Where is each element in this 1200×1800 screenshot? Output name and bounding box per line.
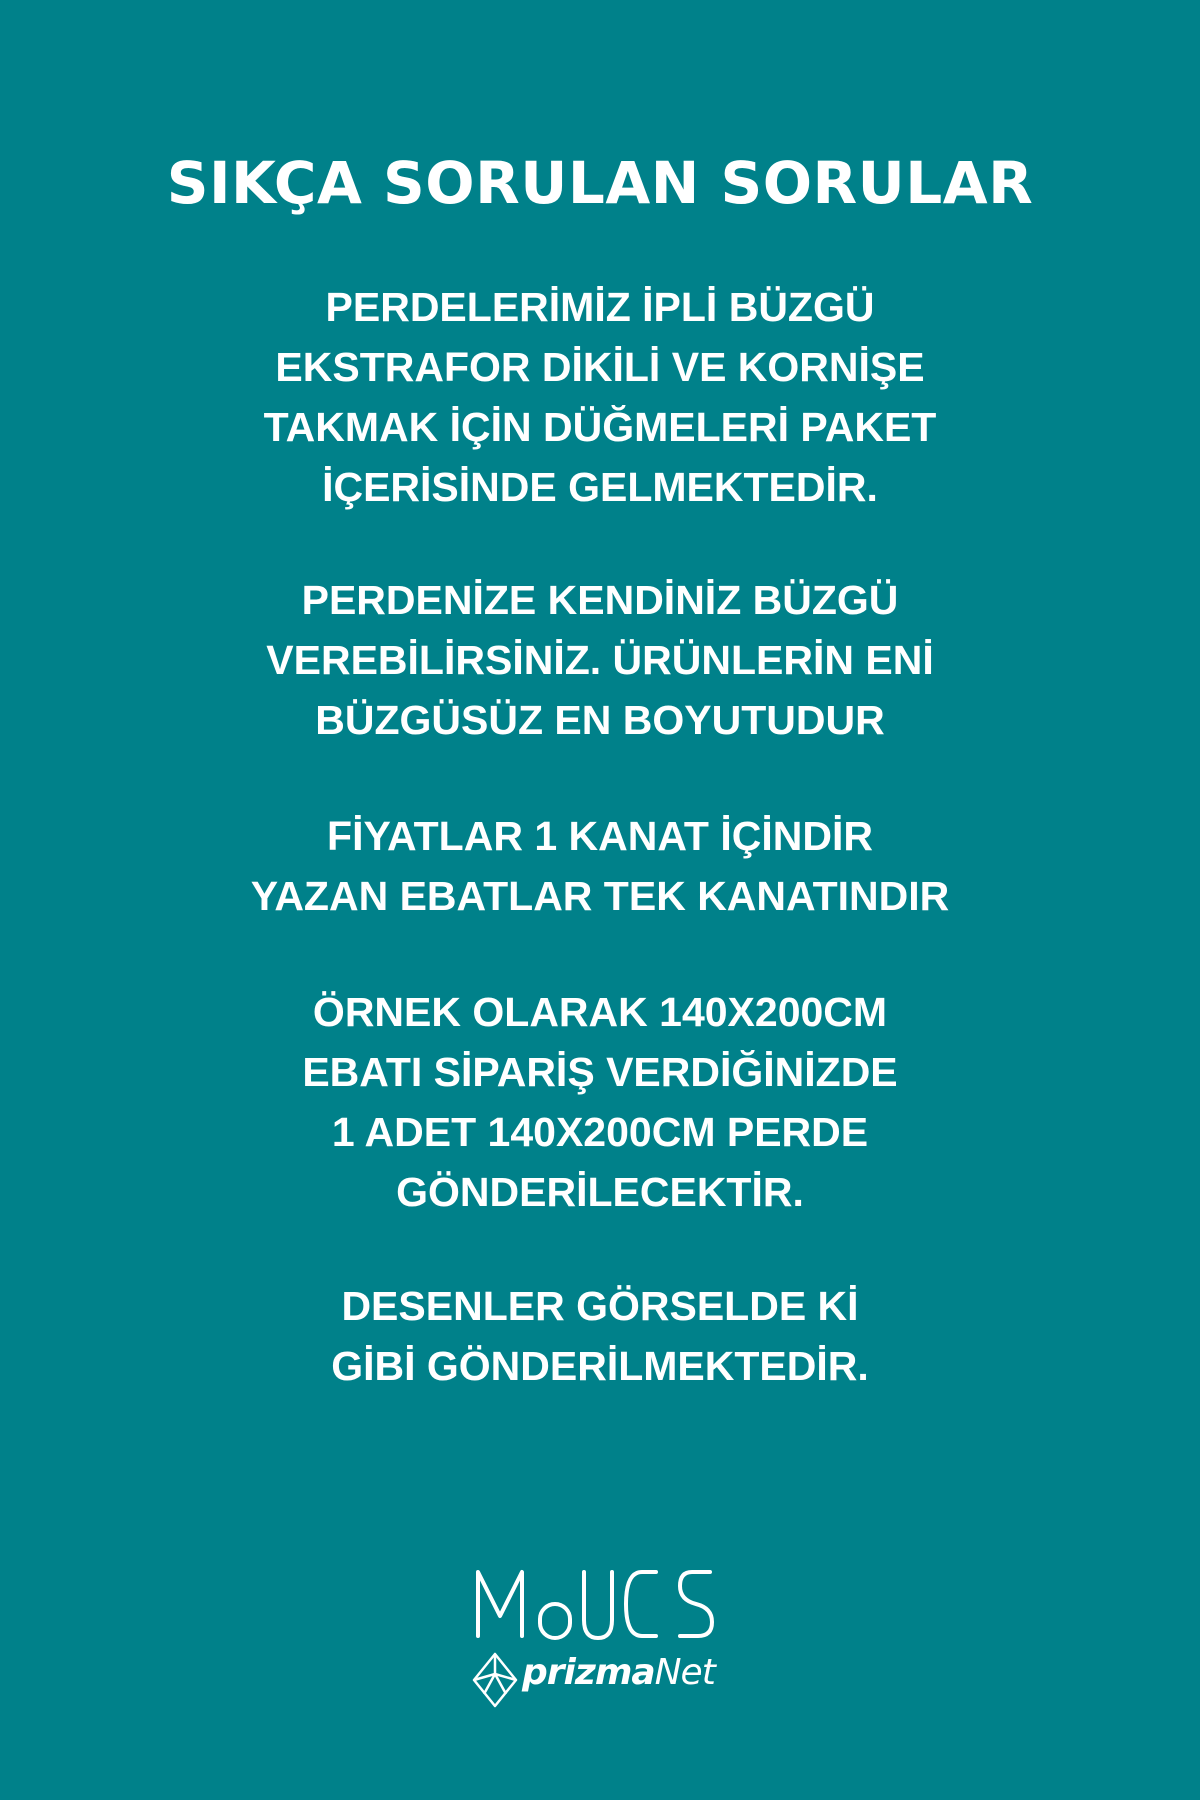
- faq-line: VEREBİLİRSİNİZ. ÜRÜNLERİN ENİ: [266, 637, 934, 683]
- faq-item-patterns: [0, 1276, 1200, 1396]
- faq-line: DESENLER GÖRSELDE Kİ: [341, 1283, 859, 1329]
- faq-line: YAZAN EBATLAR TEK KANATINDIR: [250, 873, 950, 919]
- mouds-wordmark-logo: [470, 1560, 740, 1650]
- prizma-diamond-icon: [470, 1650, 520, 1710]
- faq-line: ÖRNEK OLARAK 140X200CM: [312, 989, 888, 1035]
- faq-line: PERDENİZE KENDİNİZ BÜZGÜ: [301, 577, 899, 623]
- faq-item-price-per-panel: [0, 806, 1200, 926]
- faq-line: PERDELERİMİZ İPLİ BÜZGÜ: [325, 284, 875, 330]
- prizmanet-wordmark: [522, 1648, 715, 1698]
- faq-line: 1 ADET 140X200CM PERDE: [331, 1109, 869, 1155]
- logo-sub-thin: Net: [654, 1652, 715, 1693]
- brand-logo: [470, 1560, 740, 1710]
- faq-line: EKSTRAFOR DİKİLİ VE KORNİŞE: [275, 344, 925, 390]
- faq-line: GİBİ GÖNDERİLMEKTEDİR.: [331, 1343, 869, 1389]
- faq-item-buzgu-ekstrafor: [0, 277, 1200, 517]
- faq-line: TAKMAK İÇİN DÜĞMELERİ PAKET: [263, 404, 937, 450]
- faq-item-buzgu-size: [0, 570, 1200, 750]
- faq-line: GÖNDERİLECEKTİR.: [396, 1169, 804, 1215]
- faq-line: BÜZGÜSÜZ EN BOYUTUDUR: [315, 697, 885, 743]
- faq-item-order-example: [0, 982, 1200, 1222]
- faq-line: FİYATLAR 1 KANAT İÇİNDİR: [327, 813, 873, 859]
- faq-line: EBATI SİPARİŞ VERDİĞİNİZDE: [302, 1049, 898, 1095]
- faq-line: İÇERİSİNDE GELMEKTEDİR.: [322, 464, 878, 510]
- logo-sub-bold: prizma: [522, 1652, 655, 1693]
- page-title: SIKÇA SORULAN SORULAR: [166, 149, 1034, 217]
